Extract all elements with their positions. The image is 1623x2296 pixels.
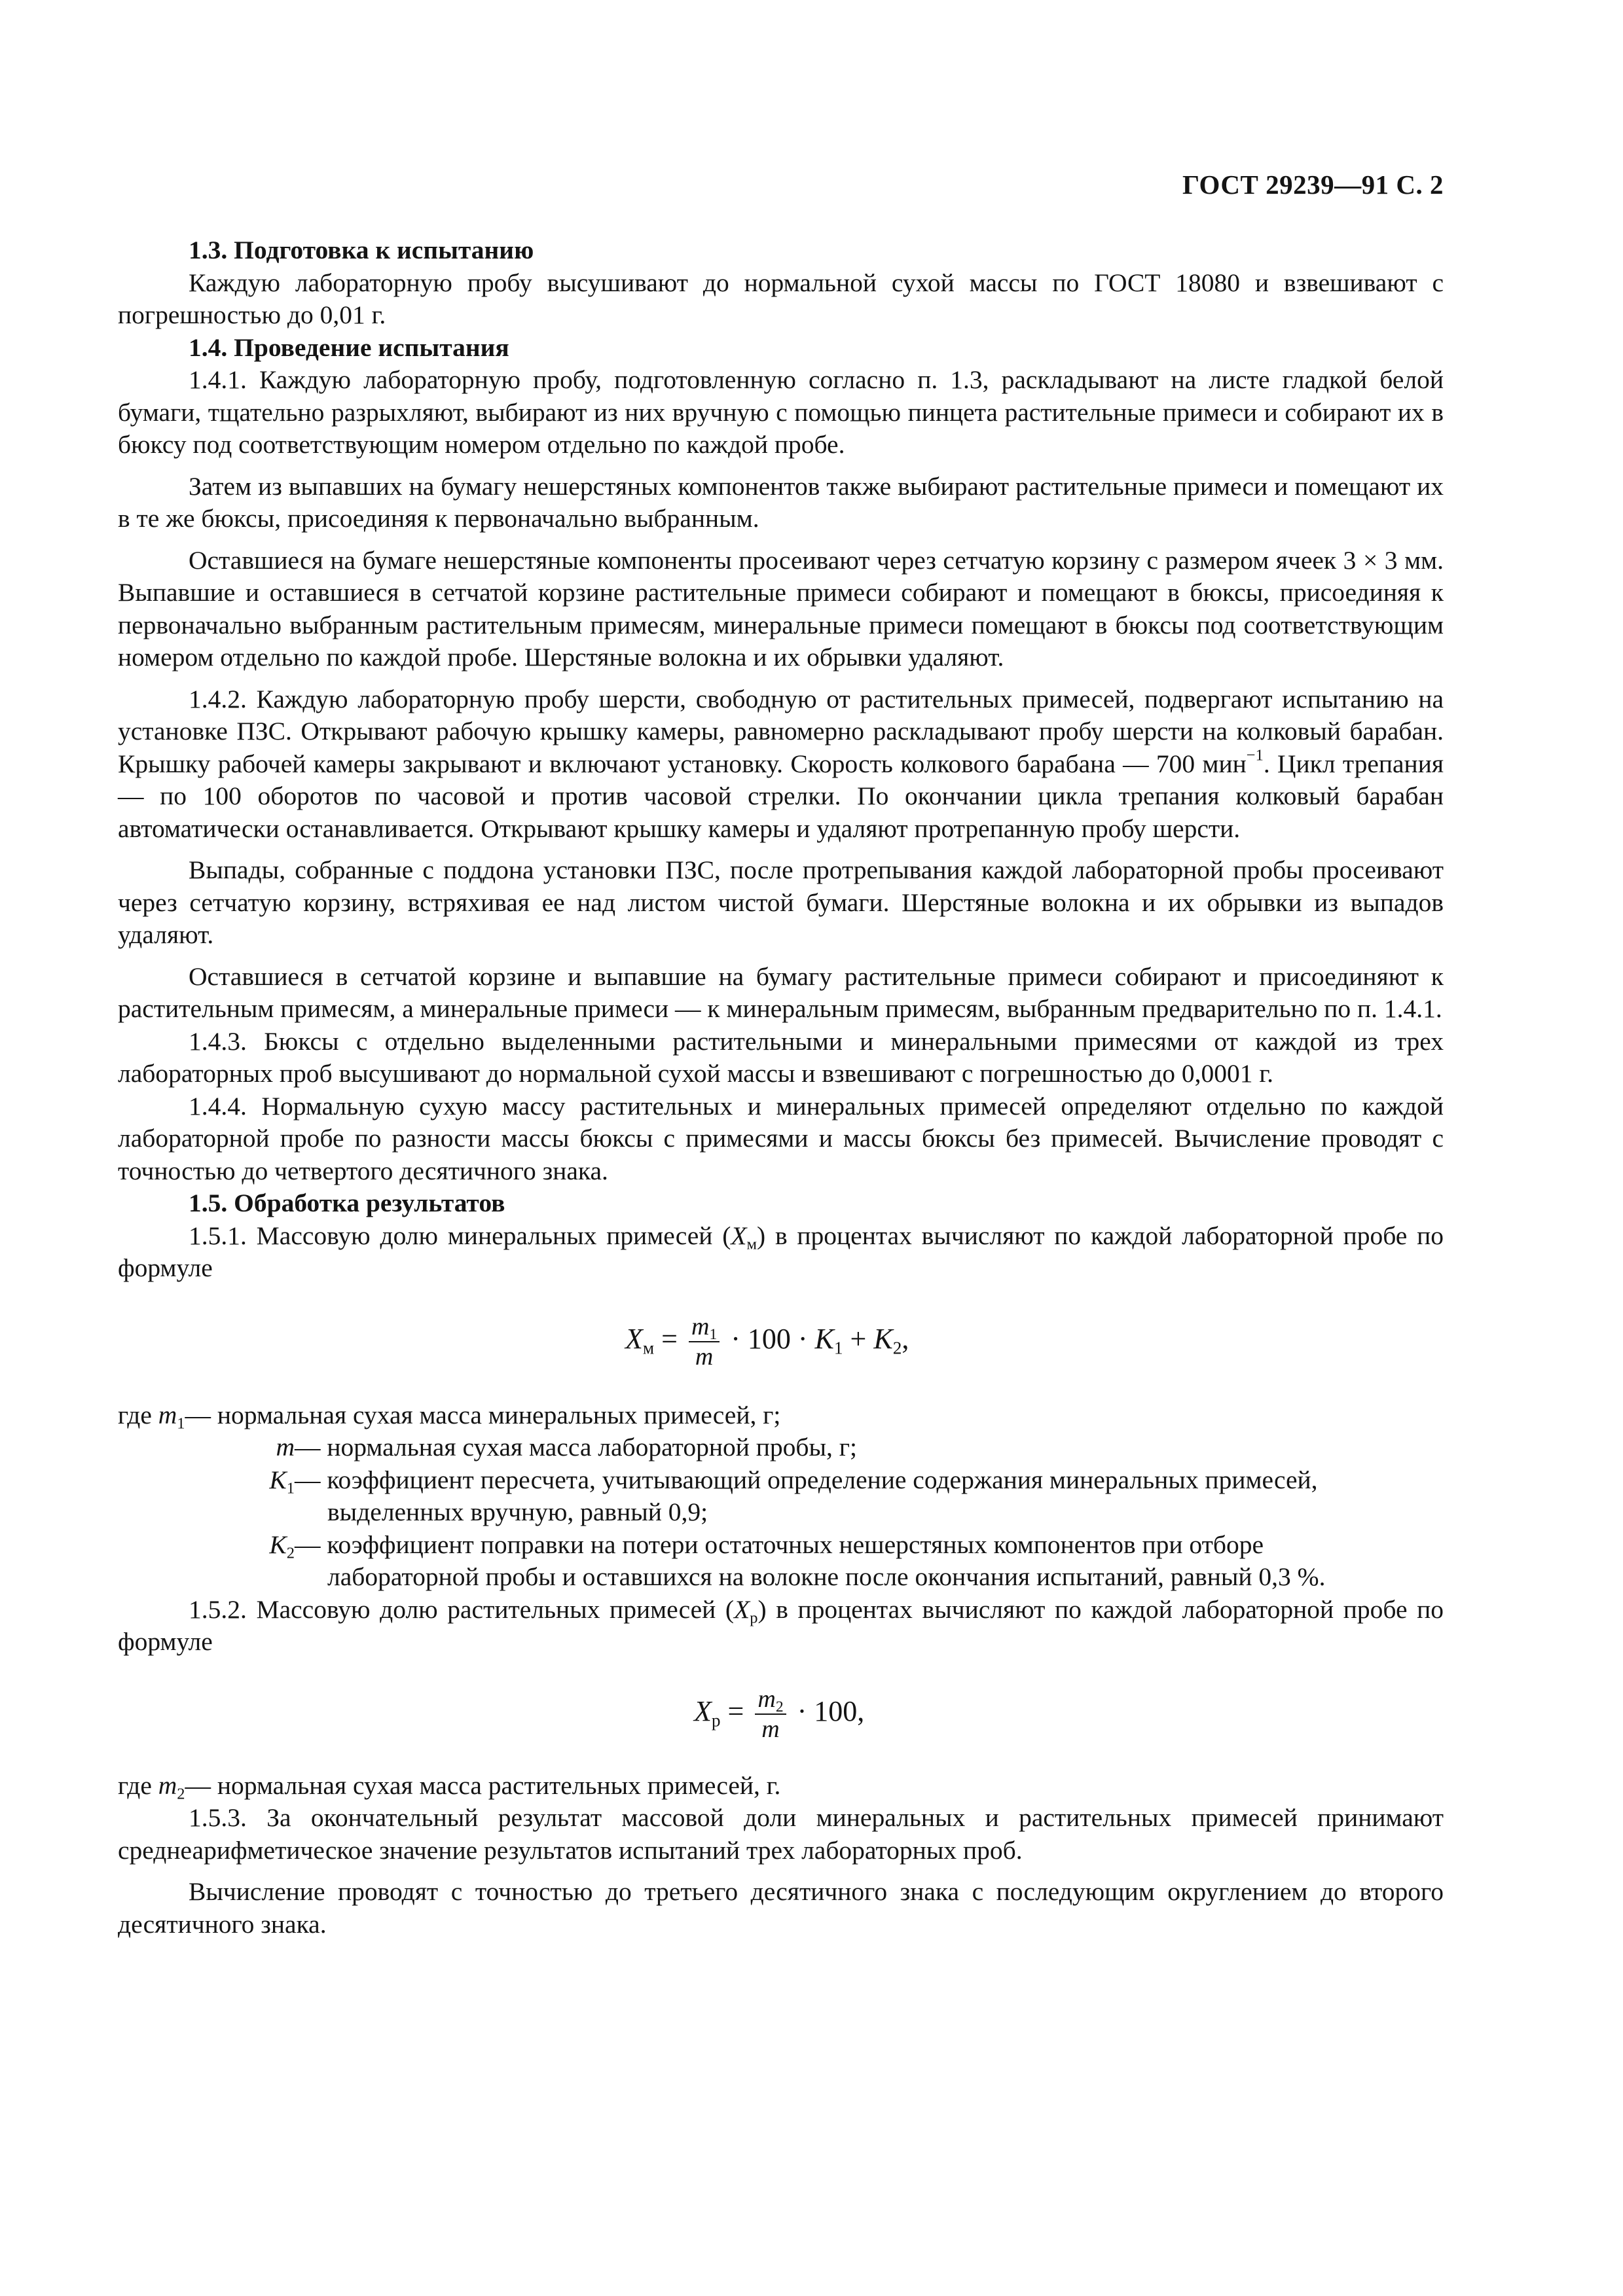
legend-symbol-sub: 1	[286, 1479, 295, 1497]
legend-symbol: m	[158, 1400, 177, 1429]
legend-definition: — нормальная сухая масса растительных примесей, г.	[185, 1770, 781, 1800]
fraction-denominator: m	[695, 1343, 714, 1371]
formula-k1-sub: 1	[833, 1338, 843, 1358]
legend-symbol-sub: 1	[177, 1414, 185, 1432]
legend-definition-continuation: выделенных вручную, равный 0,9;	[327, 1498, 708, 1526]
numerator-symbol: m	[691, 1313, 710, 1340]
legend-term	[118, 1431, 295, 1464]
legend-symbol: K	[269, 1465, 287, 1494]
legend-prefix: где	[118, 1770, 158, 1800]
legend-definition-continuation: лабораторной пробы и оставшихся на волокне после окончания испытаний, равный 0,3 %.	[327, 1562, 1326, 1591]
legend-prefix: где	[118, 1400, 158, 1429]
section-heading-1-4: 1.4. Проведение испытания	[189, 332, 509, 362]
paragraph-1-5-1	[118, 1220, 1444, 1285]
paragraph-1-4-1-c: Оставшиеся на бумаге нешерстяные компоненты просеивают через сетчатую корзину с размером ячеек 3 × 3 мм. Выпавшие и оставшиеся в сетчатой корзине растительные примеси собирают и помещают в бюксы, присоединяя к первоначально выбранным растительным примесям, минеральные примеси помещают в бюксы под соответствующим номером отдельно по каждой пробе. Шерстяные волокна и их обрывки удаляют.	[118, 545, 1444, 672]
legend-definition: — нормальная сухая масса минеральных примесей, г;	[185, 1400, 781, 1429]
formula-plant-legend	[118, 1770, 1444, 1803]
formula-multiplier: · 100 ·	[723, 1323, 815, 1355]
paragraph-1-4-1-b: Затем из выпавших на бумагу нешерстяных компонентов также выбирают растительные примеси и помещают их в те же бюксы, присоединяя к первоначально выбранным.	[118, 471, 1444, 533]
fraction-numerator	[689, 1312, 720, 1342]
formula-plant	[118, 1659, 1444, 1770]
paragraph-1-4-3: 1.4.3. Бюксы с отдельно выделенными растительными и минеральными примесями от каждой из трех лабораторных проб высушивают до нормальной сухой массы и взвешивают с погрешностью до 0,0001 г.	[118, 1026, 1444, 1088]
minute-exponent: −1	[1246, 746, 1264, 764]
legend-row	[118, 1464, 1444, 1529]
paragraph-1-5-2	[118, 1594, 1444, 1659]
legend-symbol: K	[269, 1530, 287, 1559]
formula-plus: +	[843, 1323, 874, 1355]
paragraph-1-4-2-part-a: 1.4.2. Каждую лабораторную пробу шерсти, свободную от растительных примесей, подвергают испытанию на установке ПЗС. Открывают рабочую крышку камеры, равномерно раскладывают пробу шерсти на колковый барабан. Крышку рабочей камеры закрывают и включают установку. Скорость колкового барабана — 700 мин	[118, 684, 1444, 778]
var-x: X	[731, 1221, 747, 1250]
formula-plant-expression	[694, 1685, 864, 1744]
numerator-sub: 1	[709, 1326, 718, 1344]
legend-row	[118, 1399, 1444, 1432]
fraction-denominator: m	[761, 1715, 780, 1743]
formula-k2: K	[873, 1323, 893, 1355]
legend-term	[118, 1464, 295, 1497]
legend-term	[118, 1529, 295, 1562]
numerator-sub: 2	[775, 1698, 784, 1715]
formula-end: ,	[902, 1323, 909, 1355]
paragraph-1-4-2	[118, 683, 1444, 846]
paragraph-1-4-2-part-b: . Цикл трепания — по 100 оборотов по часовой и против часовой стрелки. По окончании цикла трепания колковый барабан автоматически останавливается. Открывают крышку камеры и удаляют протрепанную пробу шерсти.	[118, 749, 1444, 843]
legend-term	[118, 1770, 185, 1803]
section-heading-1-5: 1.5. Обработка результатов	[189, 1189, 505, 1217]
paragraph-1-5-2-part-b: ) в процентах вычисляют по каждой лабораторной пробе по формуле	[118, 1594, 1444, 1656]
fraction-numerator	[755, 1685, 786, 1715]
formula-equals: =	[654, 1323, 685, 1355]
formula-lhs: X	[625, 1323, 643, 1355]
formula-lhs-sub: р	[711, 1710, 721, 1730]
formula-equals: =	[720, 1695, 752, 1727]
legend-row	[118, 1431, 1444, 1464]
formula-k1: K	[814, 1323, 834, 1355]
legend-symbol: m	[276, 1433, 295, 1462]
paragraph-1-4-2-c: Оставшиеся в сетчатой корзине и выпавшие на бумагу растительные примеси собирают и присоединяют к растительным примесям, а минеральные примеси — к минеральным примесям, выбранным предварительно по п. 1.4.1.	[118, 961, 1444, 1023]
paragraph-1-5-1-part-b: ) в процентах вычисляют по каждой лабораторной пробе по формуле	[118, 1221, 1444, 1282]
paragraph-1-5-2-part-a: 1.5.2. Массовую долю растительных примесей (	[189, 1594, 735, 1624]
formula-k2-sub: 2	[892, 1338, 902, 1358]
formula-lhs-sub: м	[642, 1338, 655, 1358]
var-x: X	[734, 1594, 750, 1624]
legend-symbol-sub: 2	[177, 1784, 185, 1803]
legend-definition-text: — коэффициент пересчета, учитывающий определение содержания минеральных примесей,	[295, 1465, 1318, 1494]
formula-fraction	[689, 1312, 720, 1371]
formula-mineral	[118, 1285, 1444, 1399]
legend-symbol-sub: 2	[286, 1543, 295, 1562]
formula-end: · 100,	[790, 1695, 865, 1727]
formula-fraction	[755, 1685, 786, 1744]
paragraph-1-5-1-part-a: 1.5.1. Массовую долю минеральных примесей (	[189, 1221, 731, 1250]
var-x-sub: р	[750, 1608, 758, 1626]
legend-definition	[295, 1529, 1444, 1594]
paragraph-1-4-2-b: Выпады, собранные с поддона установки ПЗС, после протрепывания каждой лабораторной пробы просеивают через сетчатую корзину, встряхивая ее над листом чистой бумаги. Шерстяные волокна и их обрывки из выпадов удаляют.	[118, 855, 1444, 949]
section-heading-1-3: 1.3. Подготовка к испытанию	[189, 236, 534, 264]
var-x-sub: м	[746, 1234, 757, 1253]
formula-mineral-expression	[625, 1312, 909, 1371]
document-body	[118, 234, 1444, 1941]
paragraph-1-5-3: 1.5.3. За окончательный результат массовой доли минеральных и растительных примесей принимают среднеарифметическое значение результатов испытаний трех лабораторных проб.	[118, 1803, 1444, 1865]
paragraph-1-3: Каждую лабораторную пробу высушивают до нормальной сухой массы по ГОСТ 18080 и взвешивают с погрешностью до 0,01 г.	[118, 268, 1444, 329]
legend-row	[118, 1770, 1444, 1803]
page-header: ГОСТ 29239—91 С. 2	[1182, 170, 1444, 200]
legend-term	[118, 1399, 185, 1432]
legend-definition-text: — коэффициент поправки на потери остаточных нешерстяных компонентов при отборе	[295, 1530, 1264, 1559]
paragraph-1-4-4: 1.4.4. Нормальную сухую массу растительных и минеральных примесей определяют отдельно по каждой лабораторной пробе по разности массы бюксы с примесями и массы бюксы без примесей. Вычисление проводят с точностью до четвертого десятичного знака.	[118, 1091, 1444, 1185]
numerator-symbol: m	[757, 1685, 776, 1713]
legend-definition: — нормальная сухая масса лабораторной пробы, г;	[295, 1433, 857, 1462]
legend-definition	[295, 1464, 1444, 1529]
paragraph-1-5-3-b: Вычисление проводят с точностью до третьего десятичного знака с последующим округлением до второго десятичного знака.	[118, 1877, 1444, 1939]
formula-lhs: X	[694, 1695, 712, 1727]
legend-row	[118, 1529, 1444, 1594]
paragraph-1-4-1: 1.4.1. Каждую лабораторную пробу, подготовленную согласно п. 1.3, раскладывают на листе гладкой белой бумаги, тщательно разрыхляют, выбирают из них вручную с помощью пинцета растительные примеси и собирают их в бюксу под соответствующим номером отдельно по каждой пробе.	[118, 365, 1444, 459]
legend-symbol: m	[158, 1770, 177, 1800]
formula-mineral-legend	[118, 1399, 1444, 1594]
